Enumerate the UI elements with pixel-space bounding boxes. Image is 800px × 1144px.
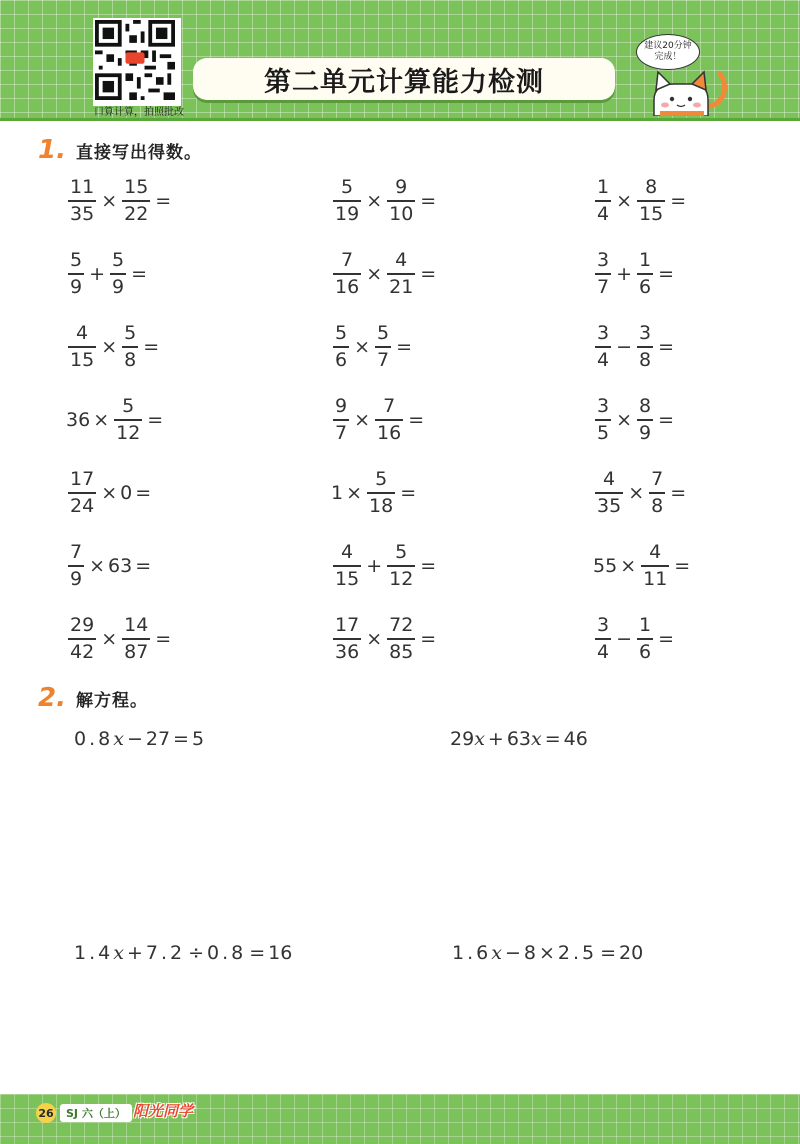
number: 1.6: [452, 942, 492, 964]
calculation-problem: [593, 175, 689, 227]
numerator: 15: [124, 176, 149, 198]
fraction: [367, 467, 395, 519]
numerator: 7: [341, 249, 354, 271]
numerator: 5: [335, 322, 348, 344]
number: 36: [66, 408, 91, 431]
numerator: 4: [649, 541, 662, 563]
fraction: [637, 175, 665, 227]
number: 2.5: [557, 942, 598, 964]
fraction: [333, 540, 361, 592]
calculation-problem: [66, 248, 150, 300]
number: 0.8: [74, 728, 114, 750]
operator: ×: [366, 189, 383, 212]
denominator: 22: [124, 202, 149, 225]
numerator: 3: [639, 322, 652, 344]
numerator: 5: [377, 322, 390, 344]
fraction: [68, 321, 96, 373]
fraction: [122, 321, 138, 373]
calculation-problem: [593, 248, 677, 300]
denominator: 5: [597, 421, 610, 444]
variable-x: x: [531, 728, 542, 750]
qr-code-icon: [95, 20, 175, 100]
calculation-problem: [331, 613, 439, 665]
operator: =: [658, 627, 675, 650]
numerator: 11: [70, 176, 95, 198]
numerator: 3: [597, 395, 610, 417]
denominator: 16: [377, 421, 402, 444]
number: 46: [563, 728, 588, 750]
calculation-problem: [593, 467, 689, 519]
calculation-problem: [66, 394, 166, 446]
numerator: 5: [124, 322, 137, 344]
section-1-title: 直接写出得数。: [75, 143, 202, 163]
denominator: 8: [639, 348, 652, 371]
denominator: 12: [389, 567, 414, 590]
operator: ×: [628, 481, 645, 504]
fraction: [387, 175, 415, 227]
operator: =: [420, 554, 437, 577]
edition-label: SJ 六（上）: [60, 1104, 132, 1122]
calculation-problem: [331, 175, 439, 227]
denominator: 35: [70, 202, 95, 225]
operator: ÷: [188, 942, 204, 964]
operator: +: [616, 262, 633, 285]
fraction: [114, 394, 142, 446]
fraction: [122, 613, 150, 665]
page-title: 第二单元计算能力检测: [264, 66, 544, 98]
bubble-line-1: 建议20分钟: [644, 41, 692, 51]
operator: =: [658, 262, 675, 285]
operator: ×: [101, 627, 118, 650]
numerator: 5: [341, 176, 354, 198]
number: 63: [108, 554, 133, 577]
operator: ×: [101, 481, 118, 504]
number: 20: [619, 942, 644, 964]
numerator: 5: [70, 249, 83, 271]
denominator: 15: [335, 567, 360, 590]
numerator: 3: [597, 322, 610, 344]
cat-mascot-icon: [640, 66, 732, 116]
number: 16: [268, 942, 293, 964]
operator: =: [408, 408, 425, 431]
fraction: [387, 248, 415, 300]
operator: =: [420, 189, 437, 212]
denominator: 4: [597, 348, 610, 371]
fraction: [122, 175, 150, 227]
numerator: 17: [70, 468, 95, 490]
operator: =: [670, 189, 687, 212]
operator: =: [420, 262, 437, 285]
operator: −: [504, 942, 521, 964]
variable-x: x: [113, 728, 124, 750]
denominator: 7: [377, 348, 390, 371]
operator: =: [155, 627, 172, 650]
denominator: 4: [597, 202, 610, 225]
operator: +: [366, 554, 383, 577]
denominator: 24: [70, 494, 95, 517]
operator: ×: [616, 408, 633, 431]
fraction: [333, 321, 349, 373]
numerator: 7: [383, 395, 396, 417]
fraction: [637, 321, 653, 373]
fraction: [68, 613, 96, 665]
brand-logo: 阳光同学: [133, 1102, 194, 1120]
numerator: 5: [112, 249, 125, 271]
denominator: 8: [124, 348, 137, 371]
equation: [452, 942, 643, 964]
fraction: [637, 248, 653, 300]
operator: ×: [101, 189, 118, 212]
fraction: [68, 467, 96, 519]
section-2-title: 解方程。: [75, 691, 148, 711]
fraction: [333, 248, 361, 300]
fraction: [595, 394, 611, 446]
fraction: [595, 248, 611, 300]
number: 8: [523, 942, 536, 964]
numerator: 9: [335, 395, 348, 417]
operator: ×: [89, 554, 106, 577]
fraction: [595, 321, 611, 373]
operator: =: [674, 554, 691, 577]
numerator: 8: [639, 395, 652, 417]
number: 7.2: [145, 942, 186, 964]
operator: =: [131, 262, 148, 285]
number: 55: [593, 554, 618, 577]
denominator: 9: [70, 275, 83, 298]
denominator: 15: [639, 202, 664, 225]
calculation-problem: [593, 394, 677, 446]
denominator: 12: [116, 421, 141, 444]
variable-x: x: [474, 728, 485, 750]
denominator: 35: [597, 494, 622, 517]
bubble-line-2: 完成！: [654, 52, 682, 62]
denominator: 87: [124, 640, 149, 663]
calculation-problem: [331, 321, 415, 373]
operator: =: [670, 481, 687, 504]
page-number: 26: [36, 1103, 56, 1123]
number: 1.4: [74, 942, 114, 964]
operator: ×: [93, 408, 110, 431]
denominator: 6: [639, 275, 652, 298]
calculation-problem: [593, 613, 677, 665]
numerator: 4: [341, 541, 354, 563]
calculation-problem: [593, 540, 693, 592]
operator: =: [147, 408, 164, 431]
fraction: [387, 540, 415, 592]
fraction: [595, 175, 611, 227]
operator: ×: [616, 189, 633, 212]
operator: =: [544, 728, 561, 750]
operator: =: [420, 627, 437, 650]
calculation-problem: [331, 394, 427, 446]
denominator: 16: [335, 275, 360, 298]
numerator: 3: [597, 249, 610, 271]
calculation-problem: [66, 467, 154, 519]
denominator: 6: [639, 640, 652, 663]
qr-code[interactable]: [93, 18, 181, 106]
number: 0.8: [207, 942, 247, 964]
numerator: 3: [597, 614, 610, 636]
operator: −: [616, 335, 633, 358]
denominator: 7: [597, 275, 610, 298]
denominator: 4: [597, 640, 610, 663]
fraction: [68, 540, 84, 592]
number: 27: [145, 728, 171, 750]
calculation-problem: [66, 175, 174, 227]
denominator: 9: [112, 275, 125, 298]
section-1-heading: [38, 135, 202, 165]
calculation-problem: [331, 248, 439, 300]
calculation-problem: [331, 467, 419, 519]
title-banner: [193, 58, 615, 100]
calculation-problem: [331, 540, 439, 592]
operator: ×: [366, 262, 383, 285]
number: 0: [120, 481, 133, 504]
fraction: [68, 248, 84, 300]
section-2-number: 2.: [38, 683, 66, 713]
number: 1: [331, 481, 344, 504]
denominator: 85: [389, 640, 414, 663]
numerator: 1: [597, 176, 610, 198]
numerator: 72: [389, 614, 414, 636]
denominator: 8: [651, 494, 664, 517]
fraction: [637, 394, 653, 446]
fraction: [68, 175, 96, 227]
numerator: 17: [335, 614, 360, 636]
operator: =: [396, 335, 413, 358]
denominator: 7: [335, 421, 348, 444]
operator: −: [616, 627, 633, 650]
denominator: 10: [389, 202, 414, 225]
fraction: [375, 321, 391, 373]
fraction: [649, 467, 665, 519]
section-2-heading: [38, 683, 148, 713]
number: 63: [506, 728, 532, 750]
numerator: 4: [603, 468, 616, 490]
fraction: [387, 613, 415, 665]
operator: =: [249, 942, 266, 964]
fraction: [333, 175, 361, 227]
numerator: 29: [70, 614, 95, 636]
denominator: 11: [643, 567, 668, 590]
number: 5: [191, 728, 205, 750]
operator: =: [173, 728, 189, 750]
fraction: [333, 394, 349, 446]
numerator: 9: [395, 176, 408, 198]
numerator: 4: [76, 322, 89, 344]
operator: ×: [101, 335, 118, 358]
fraction: [641, 540, 669, 592]
operator: ×: [620, 554, 637, 577]
time-suggestion-bubble: [636, 34, 700, 70]
numerator: 5: [122, 395, 135, 417]
calculation-problem: [593, 321, 677, 373]
denominator: 18: [369, 494, 394, 517]
operator: =: [400, 481, 417, 504]
operator: ×: [354, 335, 371, 358]
numerator: 5: [395, 541, 408, 563]
operator: −: [126, 728, 143, 750]
operator: =: [135, 554, 152, 577]
denominator: 15: [70, 348, 95, 371]
fraction: [110, 248, 126, 300]
numerator: 14: [124, 614, 149, 636]
operator: +: [89, 262, 106, 285]
calculation-problem: [66, 540, 154, 592]
fraction: [595, 467, 623, 519]
variable-x: x: [491, 942, 502, 964]
operator: =: [658, 408, 675, 431]
denominator: 42: [70, 640, 95, 663]
denominator: 6: [335, 348, 348, 371]
operator: ×: [538, 942, 555, 964]
number: 29: [450, 728, 475, 750]
equation: [450, 728, 588, 750]
numerator: 7: [651, 468, 664, 490]
calculation-problem: [66, 613, 174, 665]
fraction: [333, 613, 361, 665]
variable-x: x: [113, 942, 124, 964]
numerator: 5: [375, 468, 388, 490]
section-1-number: 1.: [38, 135, 66, 165]
numerator: 1: [639, 614, 652, 636]
operator: +: [126, 942, 143, 964]
operator: +: [487, 728, 504, 750]
numerator: 8: [645, 176, 658, 198]
operator: =: [658, 335, 675, 358]
operator: =: [600, 942, 617, 964]
operator: ×: [366, 627, 383, 650]
operator: ×: [346, 481, 363, 504]
numerator: 7: [70, 541, 83, 563]
numerator: 4: [395, 249, 408, 271]
denominator: 21: [389, 275, 414, 298]
operator: =: [135, 481, 152, 504]
operator: =: [155, 189, 172, 212]
denominator: 19: [335, 202, 360, 225]
qr-caption: 口算计算，拍照批改: [94, 107, 184, 118]
fraction: [637, 613, 653, 665]
fraction: [375, 394, 403, 446]
equation: [74, 728, 204, 750]
denominator: 36: [335, 640, 360, 663]
denominator: 9: [639, 421, 652, 444]
denominator: 9: [70, 567, 83, 590]
fraction: [595, 613, 611, 665]
equation: [74, 942, 292, 964]
numerator: 1: [639, 249, 652, 271]
operator: ×: [354, 408, 371, 431]
operator: =: [143, 335, 160, 358]
calculation-problem: [66, 321, 162, 373]
